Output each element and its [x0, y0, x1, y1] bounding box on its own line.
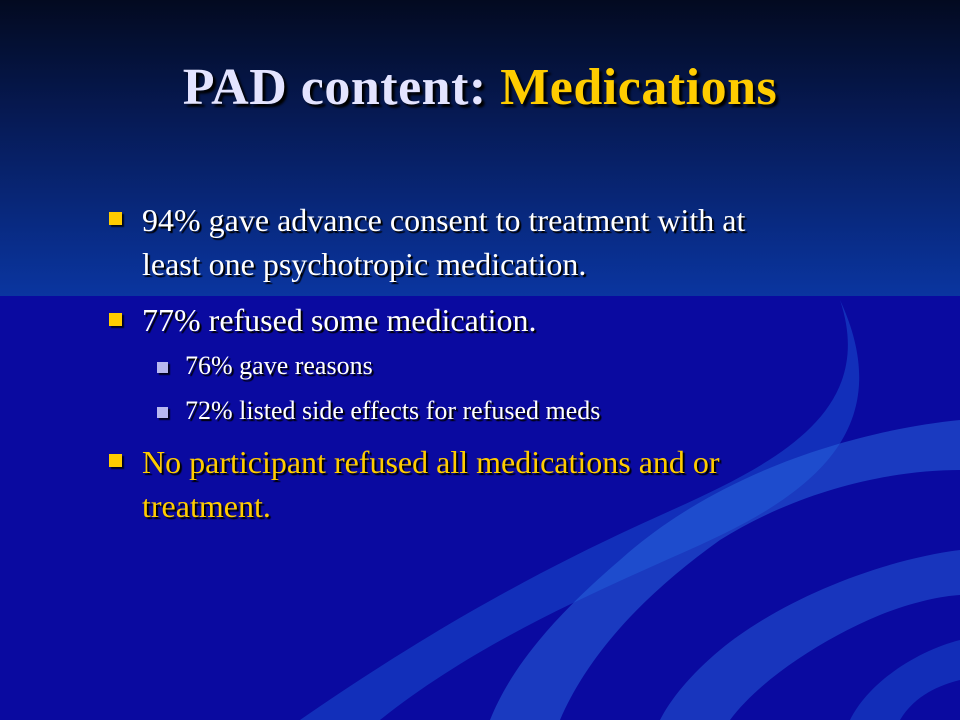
bullet-text-line: treatment.: [142, 488, 271, 524]
bullet-text-line: least one psychotropic medication.: [142, 246, 587, 282]
bullet-item-no-participant: [142, 440, 862, 528]
sub-bullet-text: 76% gave reasons: [185, 351, 373, 380]
title-part-main: PAD content:: [182, 59, 487, 116]
bullet-item-refused: [142, 298, 862, 342]
bullet-text-line: No participant refused all medications and or: [142, 444, 720, 480]
square-bullet-icon: [109, 313, 122, 326]
title-part-accent: Medications: [500, 59, 778, 116]
bullet-text-line: 77% refused some medication.: [142, 302, 537, 338]
bullet-text-line: 94% gave advance consent to treatment with at: [142, 202, 746, 238]
square-bullet-icon: [109, 454, 122, 467]
bullet-item-consent: [142, 198, 862, 286]
sub-bullet-item-reasons: [185, 350, 845, 382]
sub-bullet-text: 72% listed side effects for refused meds: [185, 396, 601, 425]
small-square-bullet-icon: [157, 362, 168, 373]
sub-bullet-item-side-effects: [185, 395, 845, 427]
square-bullet-icon: [109, 212, 122, 225]
small-square-bullet-icon: [157, 407, 168, 418]
